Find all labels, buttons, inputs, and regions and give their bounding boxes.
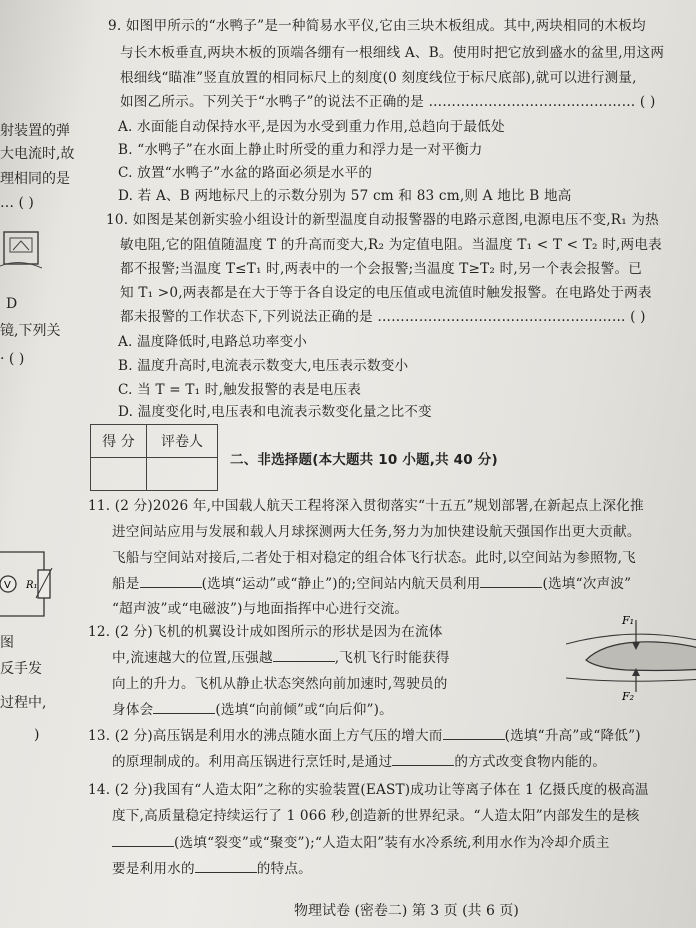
- left-margin-line: 射装置的弹: [0, 123, 70, 139]
- q12-line: [112, 646, 450, 666]
- q13-text: 的原理制成的。利用高压锅进行烹饪时,是通过: [112, 754, 393, 770]
- q12-line: [112, 698, 393, 718]
- grader-header: 评卷人: [146, 425, 217, 458]
- q11-line: 飞船与空间站对接后,二者处于相对稳定的组合体飞行状态。此时,以空间站为参照物,飞: [112, 550, 636, 566]
- q14-text: 的特点。: [256, 861, 312, 877]
- q13-line: [112, 750, 606, 770]
- left-margin-line: 理相同的是: [0, 171, 70, 187]
- q10-option-a: A. 温度降低时,电路总功率变小: [118, 334, 308, 350]
- q14-line: 度下,高质量稳定持续运行了 1 066 秒,创造新的世界纪录。“人造太阳”内部发生的是核: [112, 808, 640, 824]
- left-margin-line: ): [34, 727, 40, 743]
- q11-text: (选填“次声波”: [542, 576, 632, 592]
- q11-line: 进空间站应用与发展和载人月球探测两大任务,努力为加快建设航天强国作出更大贡献。: [112, 524, 641, 540]
- q11-blank-1[interactable]: [140, 575, 202, 588]
- score-cell[interactable]: [91, 458, 147, 491]
- q9-option-b: B. “水鸭子”在水面上静止时所受的重力和浮力是一对平衡力: [118, 142, 483, 158]
- left-margin-line: D: [6, 296, 18, 312]
- q9-line: 根细线“瞄准”竖直放置的相同标尺上的刻度(0 刻度线位于标尺底部),就可以进行测量,: [120, 70, 637, 86]
- q13-blank-2[interactable]: [392, 753, 454, 766]
- q9-line: 9. 如图甲所示的“水鸭子”是一种简易水平仪,它由三块木板组成。其中,两块相同的木板均: [108, 18, 646, 34]
- left-margin-line: 大电流时,故: [0, 146, 75, 162]
- q9-option-c: C. 放置“水鸭子”水盆的路面必须是水平的: [118, 165, 373, 181]
- q10-line: 都未报警的工作状态下,下列说法正确的是 ……………………………………………… ( ): [120, 309, 646, 325]
- q11-text: (选填“运动”或“静止”)的;空间站内航天员利用: [201, 576, 481, 592]
- q14-line: [112, 857, 312, 877]
- q9-option-d: D. 若 A、B 两地标尺上的示数分别为 57 cm 和 83 cm,则 A 地比 B 地高: [118, 188, 572, 204]
- left-margin-line: 反手发: [0, 661, 42, 677]
- ammeter-figure-icon: [0, 228, 42, 272]
- q10-line: 10. 如图是某创新实验小组设计的新型温度自动报警器的电路示意图,电源电压不变,R₁ 为热: [106, 212, 659, 228]
- q12-text: 身体会: [112, 702, 154, 718]
- score-table: [90, 424, 218, 491]
- q12-text: ,飞机飞行时能获得: [334, 650, 450, 666]
- left-margin-line: 镜,下列关: [0, 323, 61, 339]
- q12-line: 12. (2 分)飞机的机翼设计成如图所示的形状是因为在流体: [88, 624, 443, 640]
- q11-line: “超声波”或“电磁波”)与地面指挥中心进行交流。: [112, 601, 409, 617]
- airfoil-figure: [566, 614, 696, 702]
- force-f1-label: F₁: [622, 614, 635, 627]
- q14-line: [112, 831, 610, 851]
- q10-line: 知 T₁ >0,两表都是在大于等于各自设定的电压值或电流值时触发报警。在电路处于两表: [120, 285, 652, 301]
- q10-option-b: B. 温度升高时,电流表示数变大,电压表示数变小: [118, 358, 409, 374]
- page-footer: 物理试卷 (密卷二) 第 3 页 (共 6 页): [294, 903, 519, 919]
- q10-line: 敏电阻,它的阻值随温度 T 的升高而变大,R₂ 为定值电阻。当温度 T₁ < T < T₂ 时,两电表: [120, 237, 662, 253]
- q14-blank-1[interactable]: [112, 834, 174, 847]
- q14-text: (选填“裂变”或“聚变”);“人造太阳”装有水冷系统,利用水作为冷却介质主: [174, 835, 610, 851]
- grader-cell[interactable]: [146, 458, 217, 491]
- voltmeter-label: V: [4, 580, 11, 591]
- section-title: 二、非选择题(本大题共 10 小题,共 40 分): [230, 452, 498, 468]
- q12-blank-1[interactable]: [273, 649, 335, 662]
- q13-text: 13. (2 分)高压锅是利用水的沸点随水面上方气压的增大而: [88, 728, 443, 744]
- q12-line: 向上的升力。飞机从静止状态突然向前加速时,驾驶员的: [112, 676, 448, 692]
- main-content: [78, 0, 696, 928]
- q13-blank-1[interactable]: [443, 727, 505, 740]
- q12-text: (选填“向前倾”或“向后仰”)。: [215, 702, 393, 718]
- q13-text: (选填“升高”或“降低”): [504, 728, 641, 744]
- q9-line: 与长木板垂直,两块木板的顶端各绷有一根细线 A、B。使用时把它放到盛水的盆里,用这两: [120, 45, 665, 61]
- q11-line: 11. (2 分)2026 年,中国载人航天工程将深入贯彻落实“十五五”规划部署,在新起点上深化推: [88, 498, 644, 514]
- q14-line: 14. (2 分)我国有“人造太阳”之称的实验装置(EAST)成功让等离子体在 1 亿摄氏度的极高温: [88, 782, 649, 798]
- q13-text: 的方式改变食物内能的。: [454, 754, 607, 770]
- q12-text: 中,流速越大的位置,压强越: [112, 650, 273, 666]
- q11-blank-2[interactable]: [480, 575, 542, 588]
- q10-line: 都不报警;当温度 T≤T₁ 时,两表中的一个会报警;当温度 T≥T₂ 时,另一个表会报警。已: [120, 261, 643, 277]
- left-margin-line: 图: [0, 635, 14, 651]
- q14-blank-2[interactable]: [195, 860, 257, 873]
- q13-line: [88, 724, 641, 744]
- q9-line: 如图乙所示。下列关于“水鸭子”的说法不正确的是 ……………………………………… ( ): [120, 94, 656, 110]
- left-margin-line: · ( ): [0, 351, 25, 367]
- resistor-label: R₁: [26, 580, 38, 591]
- force-f2-label: F₂: [622, 690, 635, 702]
- q10-option-c: C. 当 T = T₁ 时,触发报警的表是电压表: [118, 382, 362, 398]
- q11-line: [112, 572, 631, 592]
- q14-text: 要是利用水的: [112, 861, 195, 877]
- q10-option-d: D. 温度变化时,电压表和电流表示数变化量之比不变: [118, 404, 432, 420]
- left-margin: [0, 0, 80, 928]
- q12-blank-2[interactable]: [153, 701, 215, 714]
- q11-prefix: 船是: [112, 576, 140, 592]
- left-margin-line: … ( ): [0, 195, 34, 211]
- circuit-figure: [0, 548, 60, 624]
- left-margin-line: 过程中,: [0, 695, 47, 711]
- score-header: 得 分: [91, 425, 147, 458]
- q9-option-a: A. 水面能自动保持水平,是因为水受到重力作用,总趋向于最低处: [118, 119, 505, 135]
